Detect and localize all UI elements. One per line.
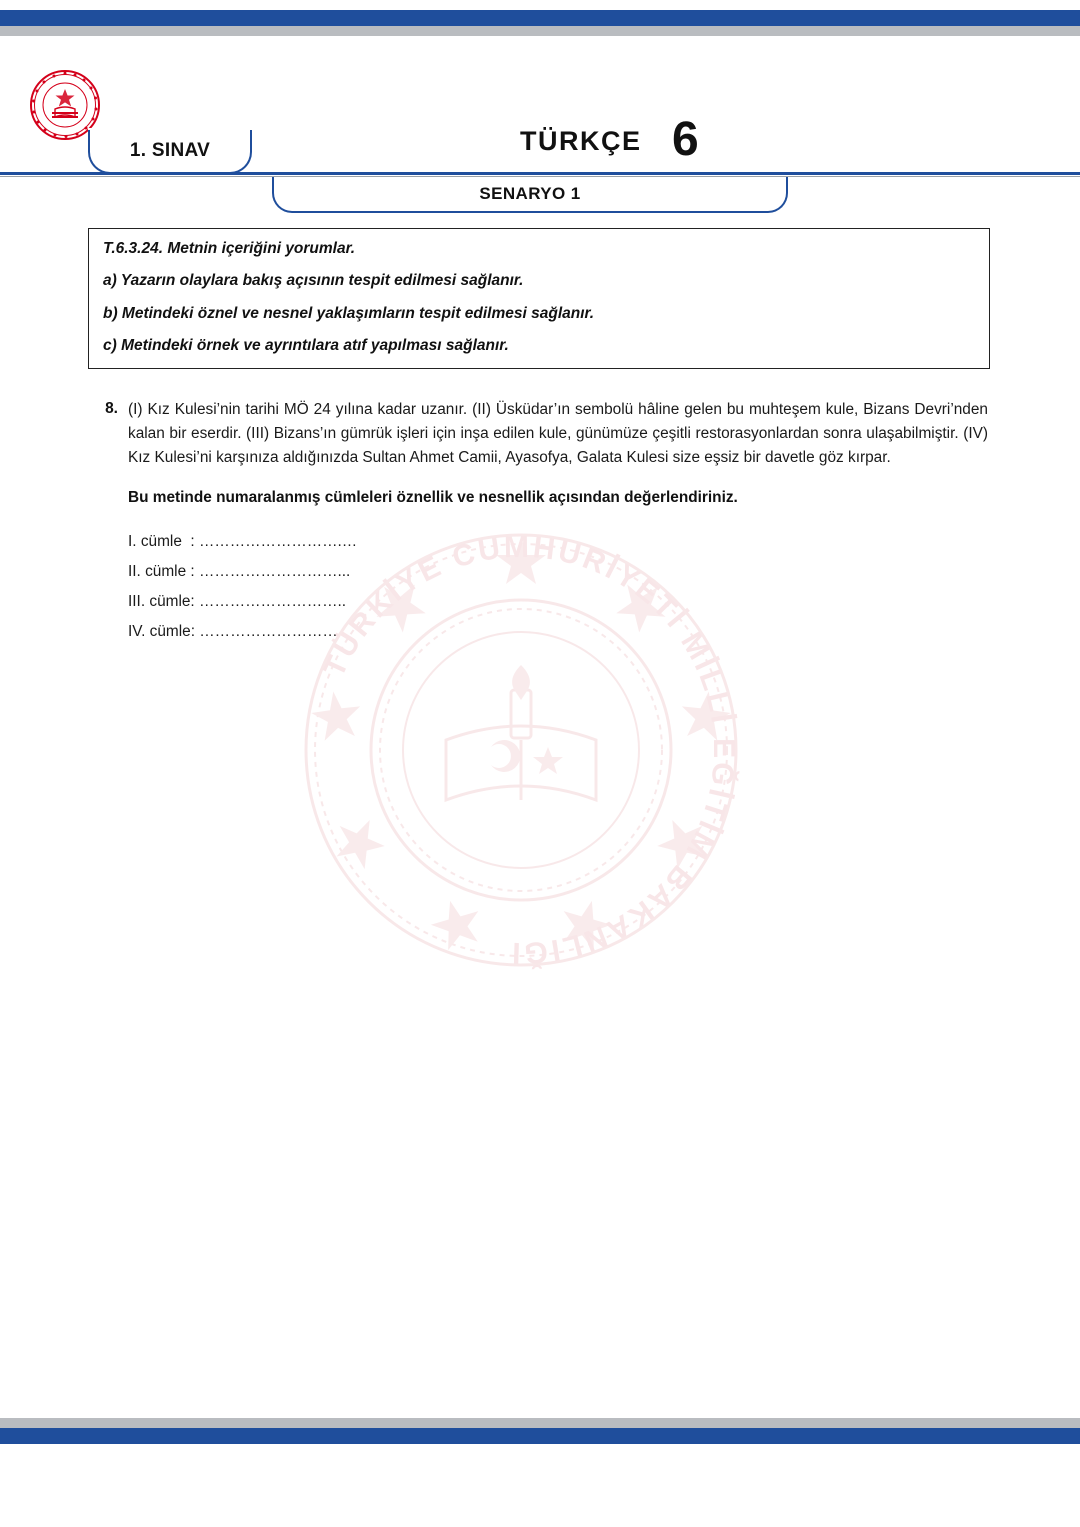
- question-passage: (I) Kız Kulesi’nin tarihi MÖ 24 yılına kadar uzanır. (II) Üsküdar’ın sembolü hâline gelen bu muhteşem kule, Bizans Devri’nden kalan bir eserdir. (III) Bizans’ın gümrük işleri için inşa edilen kule, günümüze çeşitli restorasyonlardan sonra ulaşabilmiştir. (IV) Kız Kulesi’ni karşınıza aldığınızda Sultan Ahmet Camii, Ayasofya, Galata Kulesi size eşsiz bir davetle göz kırpar.: [128, 401, 988, 466]
- top-blue-bar: [0, 10, 1080, 26]
- bottom-blue-bar: [0, 1428, 1080, 1444]
- page-header: [0, 42, 1080, 172]
- objective-main: T.6.3.24. Metnin içeriğini yorumlar.: [103, 240, 356, 257]
- answer-line-2[interactable]: II. cümle : ………………………...: [128, 562, 351, 580]
- grade-number: 6: [672, 113, 699, 166]
- exam-session-badge: [88, 130, 252, 174]
- objective-a: a) Yazarın olaylara bakış açısının tespit edilmesi sağlanır.: [103, 272, 524, 290]
- top-gray-bar: [0, 26, 1080, 36]
- question-directive: Bu metinde numaralanmış cümleleri öznellik ve nesnellik açısından değerlendiriniz.: [128, 488, 738, 506]
- exam-session-label: 1. SINAV: [129, 140, 211, 161]
- header-divider-blue: [0, 172, 1080, 175]
- scenario-tab-label: SENARYO 1: [479, 184, 581, 203]
- scenario-tab: [272, 177, 788, 213]
- watermark-text: TÜRKİYE CUMHURİYETİ MİLLİ EĞİTİM BAKANLIĞI: [317, 530, 741, 970]
- objective-b: b) Metindeki öznel ve nesnel yaklaşımların tespit edilmesi sağlanır.: [103, 304, 595, 322]
- bottom-gray-bar: [0, 1418, 1080, 1428]
- answer-lines: [128, 533, 988, 641]
- answer-line-1[interactable]: I. cümle : ……………………….…: [128, 532, 358, 550]
- answer-line-4[interactable]: IV. cümle: ………………………: [128, 622, 338, 640]
- scenario-tab-wrap: [0, 177, 1080, 217]
- question-number: 8.: [105, 400, 118, 417]
- learning-objectives-box: [88, 228, 990, 369]
- subject-title: TÜRKÇE: [520, 126, 642, 156]
- question-block: [88, 398, 988, 653]
- objective-c: c) Metindeki örnek ve ayrıntılara atıf yapılması sağlanır.: [103, 337, 509, 355]
- answer-line-3[interactable]: III. cümle: ………………………..: [128, 592, 347, 610]
- question-body: [128, 398, 988, 641]
